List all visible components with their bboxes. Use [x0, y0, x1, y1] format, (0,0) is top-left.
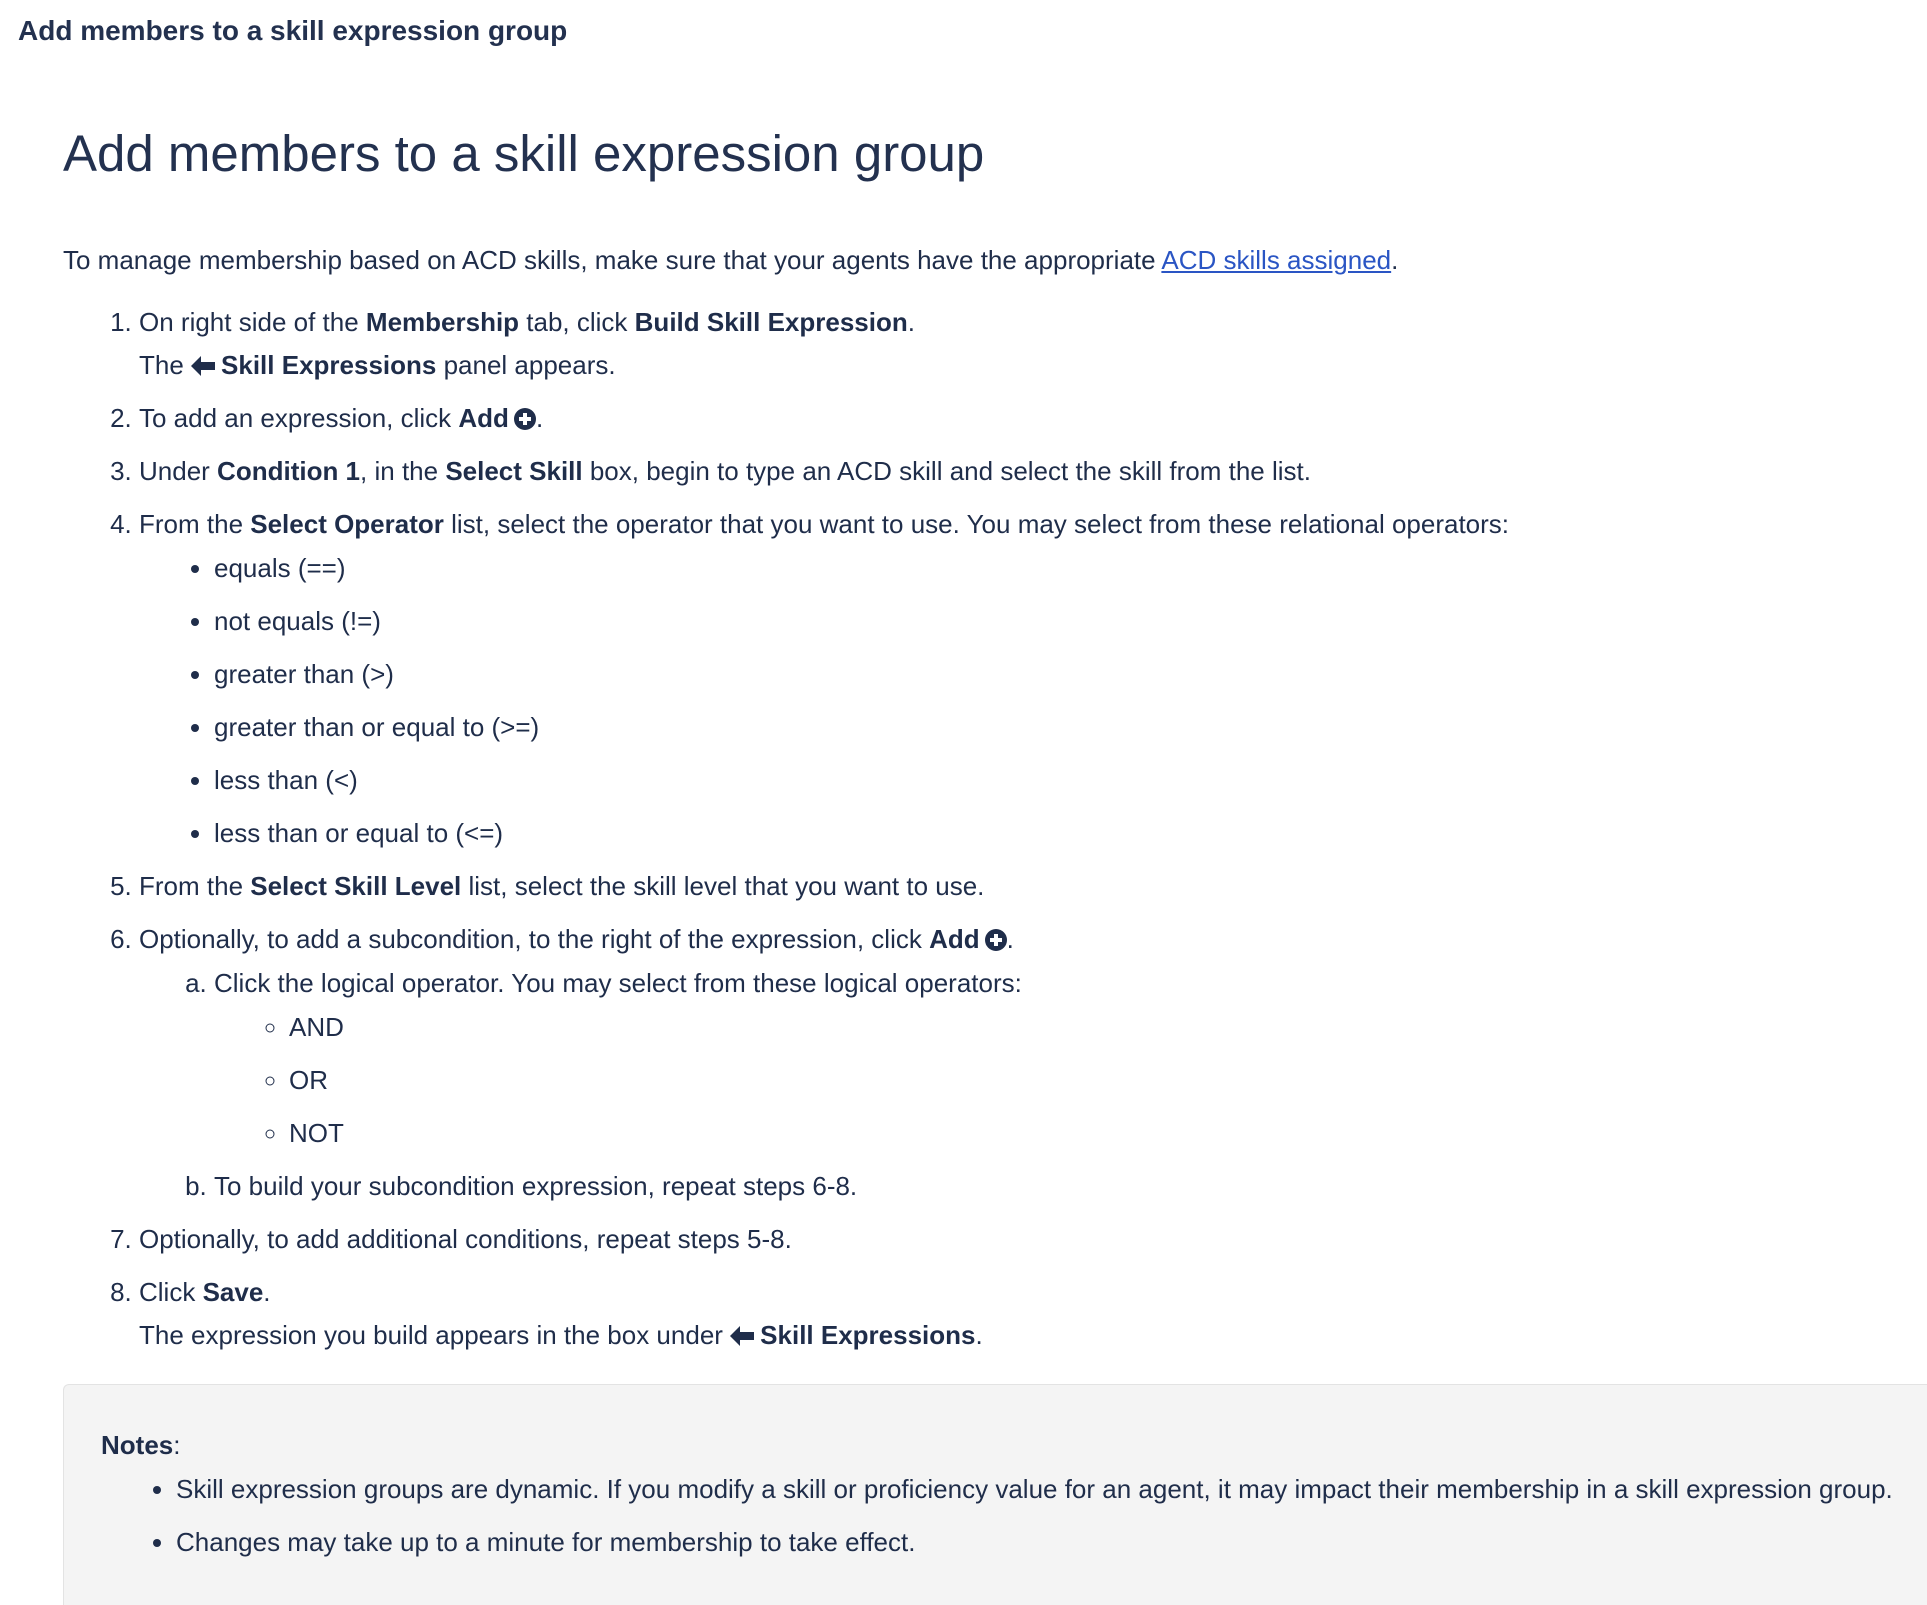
step-1-text: On right side of the [139, 307, 366, 337]
step-3-text: Under [139, 456, 218, 486]
step-2-period: . [535, 403, 544, 433]
plus-circle-icon [514, 408, 536, 430]
list-item: • less than (<) [214, 762, 1923, 798]
step-3-text-3: box, begin to type an ACD skill and select the skill from the list. [582, 456, 1311, 486]
list-item: • greater than (>) [214, 656, 1923, 692]
step-8-result-period: . [975, 1320, 983, 1350]
list-item: ◦ NOT [289, 1115, 1923, 1151]
intro-text: To manage membership based on ACD skills, make sure that your agents have the appropriate [63, 245, 1162, 275]
list-item: • less than or equal to (<=) [214, 815, 1923, 851]
list-item: ◦ OR [289, 1062, 1923, 1098]
step-3 [139, 453, 1923, 489]
step-6-period: . [1006, 924, 1014, 954]
notes-colon: : [173, 1430, 181, 1460]
substep-b: b. To build your subcondition expression, repeat steps 6-8. [214, 1168, 1923, 1204]
list-item: ◦ AND [289, 1009, 1923, 1045]
select-skill-level-ref: Select Skill Level [250, 871, 462, 901]
skill-expressions-ref: Skill Expressions [221, 350, 437, 380]
select-skill-ref: Select Skill [445, 456, 583, 486]
notes-callout [63, 1384, 1927, 1605]
step-2 [139, 400, 1923, 436]
step-2-text: To add an expression, click [139, 403, 459, 433]
notes-list [101, 1471, 1927, 1577]
logical-operators-list [214, 1009, 1923, 1151]
notes-label: Notes [101, 1430, 174, 1460]
step-8-text: Click [139, 1277, 203, 1307]
step-8 [139, 1274, 1923, 1353]
list-item: • not equals (!=) [214, 603, 1923, 639]
step-4-text-2: list, select the operator that you want to use. You may select from these relational operators: [443, 509, 1510, 539]
step-1-result-text: The [139, 350, 192, 380]
step-1 [139, 304, 1923, 383]
select-operator-ref: Select Operator [250, 509, 444, 539]
steps-list [63, 304, 1923, 1353]
step-1-period: . [907, 307, 915, 337]
page-header-title: Add members to a skill expression group [18, 15, 568, 46]
step-8-result-text: The expression you build appears in the box under [139, 1320, 731, 1350]
skill-expressions-ref: Skill Expressions [760, 1320, 976, 1350]
step-8-period: . [263, 1277, 271, 1307]
add-ref: Add [458, 403, 509, 433]
step-5-text: From the [139, 871, 251, 901]
save-ref: Save [202, 1277, 264, 1307]
step-5-text-2: list, select the skill level that you want to use. [461, 871, 985, 901]
step-4-text: From the [139, 509, 251, 539]
step-3-text-2: , in the [360, 456, 446, 486]
notes-heading [101, 1427, 180, 1463]
step-4 [139, 506, 1923, 851]
step-5 [139, 868, 1923, 904]
condition-1-ref: Condition 1 [217, 456, 361, 486]
plus-circle-icon [985, 929, 1007, 951]
step-8-result [139, 1317, 1923, 1353]
step-1-result-text-2: panel appears. [436, 350, 616, 380]
step-6 [139, 921, 1923, 1204]
substeps-list [139, 965, 1923, 1204]
step-1-result [139, 347, 1923, 383]
relational-operators-list [139, 550, 1923, 851]
add-ref: Add [929, 924, 980, 954]
arrow-left-icon [191, 356, 215, 376]
substep-a-text: Click the logical operator. You may select from these logical operators: [214, 968, 1022, 998]
intro-paragraph [63, 242, 1923, 278]
step-1-text-2: tab, click [519, 307, 635, 337]
arrow-left-icon [730, 1326, 754, 1346]
membership-tab-ref: Membership [365, 307, 520, 337]
list-item: • equals (==) [214, 550, 1923, 586]
page-title: Add members to a skill expression group [63, 125, 985, 182]
article [63, 118, 1923, 1370]
intro-after: . [1391, 245, 1399, 275]
list-item: • greater than or equal to (>=) [214, 709, 1923, 745]
acd-skills-link[interactable]: ACD skills assigned [1161, 245, 1392, 275]
list-item: • Changes may take up to a minute for membership to take effect. [176, 1524, 1927, 1560]
step-6-text: Optionally, to add a subcondition, to the right of the expression, click [139, 924, 930, 954]
step-7: 7. Optionally, to add additional conditions, repeat steps 5-8. [139, 1221, 1923, 1257]
substep-a [214, 965, 1923, 1151]
build-skill-expression-ref: Build Skill Expression [634, 307, 908, 337]
list-item: • Skill expression groups are dynamic. If you modify a skill or proficiency value for an agent, it may impact their membership in a skill expression group. [176, 1471, 1927, 1507]
